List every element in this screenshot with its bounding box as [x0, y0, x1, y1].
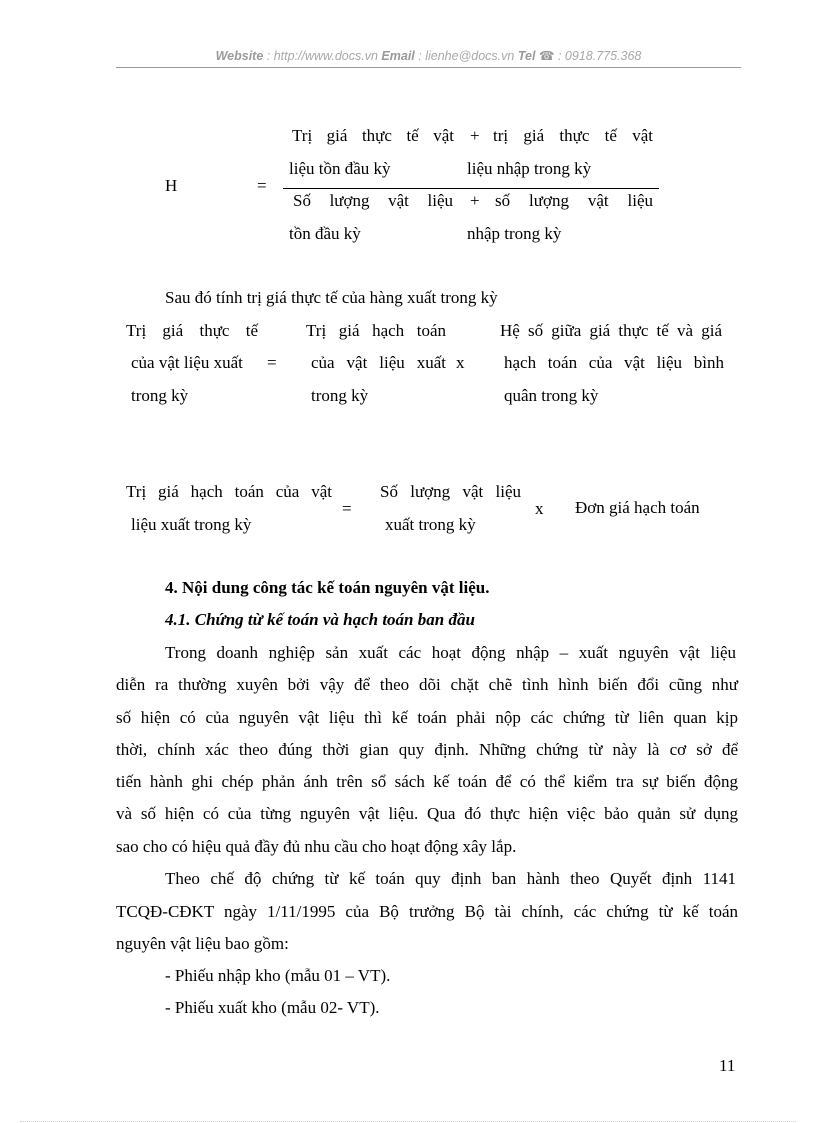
formula-book-times: x	[535, 499, 544, 518]
paragraph-line: tiến hành ghi chép phản ánh trên sổ sách kế toán để có thể kiểm tra sự biến động	[116, 772, 738, 791]
paragraph-line: Theo chế độ chứng từ kế toán quy định ban hành theo Quyết định 1141	[165, 869, 736, 888]
formula-h-num-b-line2: liệu nhập trong kỳ	[467, 159, 592, 178]
formula-h-den-b-line1: số lượng vật liệu	[495, 191, 653, 210]
formula-h-den-a-line2: tồn đầu kỳ	[289, 224, 361, 243]
website-url[interactable]: http://www.docs.vn	[273, 49, 378, 63]
formula-actual-col2-line2: của vật liệu xuất	[311, 353, 446, 372]
formula-actual-equals: =	[267, 353, 277, 372]
page-number: 11	[719, 1056, 736, 1075]
formula-actual-col1-line2: của vật liệu xuất	[131, 353, 243, 372]
tel-label: Tel	[517, 49, 536, 63]
formula-actual-col2-line1: Trị giá hạch toán	[306, 321, 446, 340]
formula-actual-col3-line3: quân trong kỳ	[504, 386, 599, 405]
formula-book-lhs-line1: Trị giá hạch toán của vật	[126, 482, 332, 501]
formula-actual-col1-line3: trong kỳ	[131, 386, 189, 405]
paragraph-line: số hiện có của nguyên vật liệu thì kế toán phải nộp các chứng từ liên quan kịp	[116, 708, 738, 727]
email-sep: :	[414, 49, 426, 63]
formula-actual-times: x	[456, 353, 465, 372]
formula-h-num-b-line1: trị giá thực tế vật	[493, 126, 653, 145]
formula-actual-col1-line1: Trị giá thực tế	[126, 321, 258, 340]
formula-h-den-a-line1: Số lượng vật liệu	[293, 191, 453, 210]
website-sep: :	[263, 49, 274, 63]
paragraph-line: thời, chính xác theo đúng thời gian quy định. Những chứng từ này là cơ sở để	[116, 740, 738, 759]
formula-book-equals: =	[342, 499, 352, 518]
formula-h-num-plus: +	[470, 126, 480, 145]
page-header	[116, 46, 741, 66]
phone-icon: ☎	[538, 49, 555, 63]
formula-book-lhs-line2: liệu xuất trong kỳ	[131, 515, 252, 534]
list-item: - Phiếu nhập kho (mẫu 01 – VT).	[165, 966, 391, 985]
paragraph-line: sao cho có hiệu quả đầy đủ nhu cầu cho hoạt động xây lắp.	[116, 837, 517, 856]
formula-h-equals: =	[257, 176, 267, 195]
subsection-heading: 4.1. Chứng từ kế toán và hạch toán ban đầu	[165, 610, 475, 629]
email-value[interactable]: lienhe@docs.vn	[425, 49, 515, 63]
list-item: - Phiếu xuất kho (mẫu 02- VT).	[165, 998, 380, 1017]
formula-book-mid-line1: Số lượng vật liệu	[380, 482, 521, 501]
header-divider	[116, 67, 741, 68]
footer-divider	[20, 1121, 796, 1122]
paragraph-line: diễn ra thường xuyên bởi vậy để theo dõi chặt chẽ tình hình biến đổi cũng như	[116, 675, 738, 694]
paragraph-line: TCQĐ-CĐKT ngày 1/11/1995 của Bộ trưởng Bộ tài chính, các chứng từ kế toán	[116, 902, 738, 921]
paragraph-line: nguyên vật liệu bao gồm:	[116, 934, 289, 953]
section-heading: 4. Nội dung công tác kế toán nguyên vật liệu.	[165, 578, 490, 597]
website-label: Website	[215, 49, 264, 63]
paragraph-line: và số hiện có của từng nguyên vật liệu. Qua đó thực hiện việc bảo quản sử dụng	[116, 804, 738, 823]
formula-h-den-plus: +	[470, 191, 480, 210]
tel-value: : 0918.775.368	[554, 49, 642, 63]
formula-book-rhs: Đơn giá hạch toán	[575, 498, 700, 517]
email-label: Email	[381, 49, 415, 63]
formula-actual-col3-line2: hạch toán của vật liệu bình	[504, 353, 724, 372]
formula-h-num-a-line1: Trị giá thực tế vật	[292, 126, 454, 145]
fraction-bar	[283, 188, 659, 189]
intro-line: Sau đó tính trị giá thực tế của hàng xuất trong kỳ	[165, 288, 498, 307]
formula-actual-col2-line3: trong kỳ	[311, 386, 369, 405]
formula-book-mid-line2: xuất trong kỳ	[385, 515, 476, 534]
formula-actual-col3-line1: Hệ số giữa giá thực tế và giá	[500, 321, 722, 340]
paragraph-line: Trong doanh nghiệp sản xuất các hoạt động nhập – xuất nguyên vật liệu	[165, 643, 736, 662]
formula-h-lhs: H	[165, 176, 178, 195]
formula-h-num-a-line2: liệu tồn đầu kỳ	[289, 159, 391, 178]
formula-h-den-b-line2: nhập trong kỳ	[467, 224, 562, 243]
